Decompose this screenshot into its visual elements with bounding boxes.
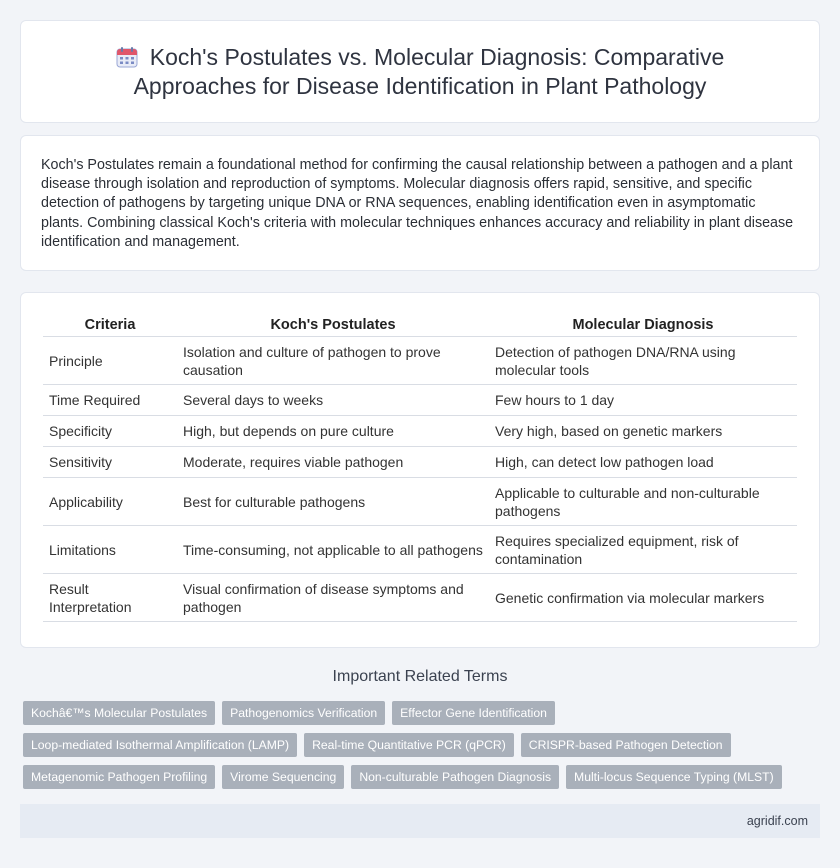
cell-criteria: Sensitivity — [43, 447, 177, 478]
table-row — [43, 337, 797, 385]
cell-koch: Best for culturable pathogens — [177, 478, 489, 526]
table-row — [43, 478, 797, 526]
related-term-tag[interactable]: Non-culturable Pathogen Diagnosis — [351, 765, 559, 789]
related-term-tag[interactable]: Kochâ€™s Molecular Postulates — [23, 701, 215, 725]
cell-molecular: Requires specialized equipment, risk of contamination — [489, 526, 797, 574]
cell-molecular: Detection of pathogen DNA/RNA using molecular tools — [489, 337, 797, 385]
cell-koch: Time-consuming, not applicable to all pathogens — [177, 526, 489, 574]
cell-criteria: Time Required — [43, 385, 177, 416]
cell-koch: High, but depends on pure culture — [177, 416, 489, 447]
footer — [20, 804, 820, 838]
cell-molecular: High, can detect low pathogen load — [489, 447, 797, 478]
cell-criteria: Applicability — [43, 478, 177, 526]
related-term-tag[interactable]: Multi-locus Sequence Typing (MLST) — [566, 765, 782, 789]
footer-site-link[interactable]: agridif.com — [746, 814, 808, 828]
cell-koch: Moderate, requires viable pathogen — [177, 447, 489, 478]
related-terms-row — [23, 701, 813, 725]
related-term-tag[interactable]: Pathogenomics Verification — [222, 701, 385, 725]
cell-molecular: Applicable to culturable and non-culturable pathogens — [489, 478, 797, 526]
header-criteria: Criteria — [43, 307, 177, 337]
related-terms-row — [23, 733, 813, 757]
cell-molecular: Genetic confirmation via molecular markers — [489, 574, 797, 622]
cell-criteria: Result Interpretation — [43, 574, 177, 622]
title-card — [20, 20, 820, 123]
header-molecular-diagnosis: Molecular Diagnosis — [489, 307, 797, 337]
cell-criteria: Specificity — [43, 416, 177, 447]
cell-criteria: Limitations — [43, 526, 177, 574]
page-title — [21, 43, 819, 101]
related-term-tag[interactable]: Metagenomic Pathogen Profiling — [23, 765, 215, 789]
table-header-row — [43, 307, 797, 337]
comparison-table — [43, 307, 797, 622]
table-row — [43, 416, 797, 447]
cell-koch: Isolation and culture of pathogen to prove causation — [177, 337, 489, 385]
cell-molecular: Few hours to 1 day — [489, 385, 797, 416]
related-term-tag[interactable]: Real-time Quantitative PCR (qPCR) — [304, 733, 514, 757]
comparison-table-card — [20, 292, 820, 648]
table-row — [43, 574, 797, 622]
table-row — [43, 447, 797, 478]
related-terms — [23, 701, 813, 797]
intro-text: Koch's Postulates remain a foundational method for confirming the causal relationship between a pathogen and a plant disease through isolation and reproduction of symptoms. Molecular diagnosis offers rapid, sensitive, and specific detection of pathogens by targeting unique DNA or RNA sequences, enabling identification even in asymptomatic plants. Combining classical Koch's criteria with molecular techniques enhances accuracy and reliability in plant disease identification and management. — [41, 157, 794, 250]
cell-criteria: Principle — [43, 337, 177, 385]
cell-molecular: Very high, based on genetic markers — [489, 416, 797, 447]
cell-koch: Several days to weeks — [177, 385, 489, 416]
related-term-tag[interactable]: Loop-mediated Isothermal Amplification (LAMP) — [23, 733, 297, 757]
page-title-text: Koch's Postulates vs. Molecular Diagnosis: Comparative Approaches for Disease Identification in Plant Pathology — [133, 43, 725, 99]
related-term-tag[interactable]: CRISPR-based Pathogen Detection — [521, 733, 731, 757]
table-row — [43, 385, 797, 416]
calendar-icon — [116, 46, 138, 68]
intro-card — [20, 135, 820, 271]
related-terms-row — [23, 765, 813, 789]
related-terms-title: Important Related Terms — [332, 668, 508, 685]
header-kochs-postulates: Koch's Postulates — [177, 307, 489, 337]
related-term-tag[interactable]: Virome Sequencing — [222, 765, 344, 789]
cell-koch: Visual confirmation of disease symptoms and pathogen — [177, 574, 489, 622]
related-term-tag[interactable]: Effector Gene Identification — [392, 701, 555, 725]
table-row — [43, 526, 797, 574]
